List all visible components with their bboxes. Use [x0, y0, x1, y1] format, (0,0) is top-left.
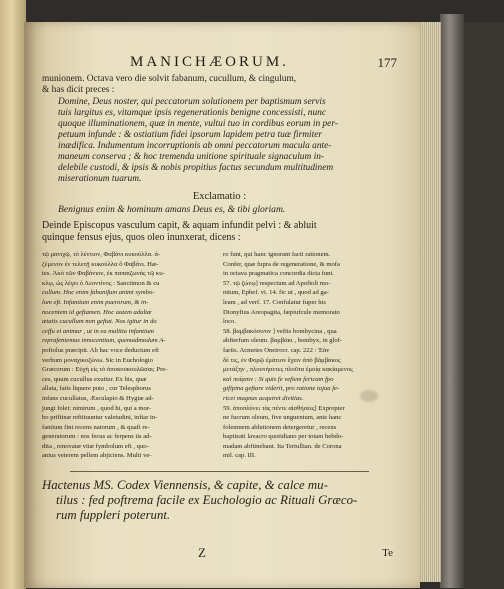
note-line: κλῳ, ὡς λέγει ὁ Λεοντίνος : Sanctimon & cu	[42, 279, 160, 287]
book-cover-edge	[440, 14, 464, 588]
prayer-line: tuis largitus es, vitamque ipsis regenerationis benigne concessisti, nunc	[58, 108, 327, 118]
running-title: MANICHÆORUM.	[130, 54, 289, 70]
note-line: mil. cap. III.	[223, 452, 256, 460]
body-line: & has dicit preces :	[42, 85, 115, 95]
note-line: nocentem id geftamen. Hoc autem adultæ	[42, 308, 152, 316]
note-line: Græcorum : Εὐχὴ εἰς τὸ ἀποκουκουλῶσαι; Pre-	[42, 366, 168, 374]
note-line: bo priftinæ reftituuntur valetudini, inftar in-	[42, 414, 158, 422]
note-line: gifipina geftare viderit, pro ratione tojua fe-	[223, 385, 340, 393]
note-line: generatorum : nos fecus ac ferpens iis ad-	[42, 433, 152, 441]
note-line: abfterfum oleum. βαμβάκι , bombyx, in glof-	[223, 337, 343, 345]
note-line: nitum, Ephef. vi. 14. fic ut , quod ad ga-	[223, 289, 329, 297]
opening-text	[42, 74, 397, 96]
note-line: loco.	[223, 318, 237, 326]
page-footer	[42, 545, 397, 565]
catchword: Te	[382, 547, 393, 560]
note-line: leam , ad verf. 17. Confulatur fuper his	[223, 298, 326, 306]
exclamatio-heading: Exclamatio :	[192, 191, 247, 202]
prayer-line: petuum infunde : & ostiatium fidei ipsorum lapidem petra tuæ firmiter	[58, 130, 323, 140]
notes-columns	[42, 250, 397, 461]
note-line: fariis. Acmetes Oneirocr. cap. 222 : Ἐὰν	[223, 346, 330, 354]
final-note	[42, 478, 397, 523]
note-line: Dionyfius Areopagita, fæpiufcule memorato	[223, 308, 340, 316]
note-line: dita , renovatæ vitæ fymbolum eft , quo-	[42, 442, 149, 450]
notes-right-column	[223, 250, 397, 461]
note-line: reprafentemus innocentiam, quemadmodum A-	[42, 337, 166, 345]
page-number: 177	[377, 55, 397, 70]
prayer-line: miserationum tuarum.	[58, 174, 142, 184]
prayer-line: delebile custodi, & ipsis & nobis propitius factus secundum multitudinem	[58, 163, 334, 173]
note-line: ro funt, qui hanc ignorant facti rationem.	[223, 251, 331, 258]
note-line: baptizati lavacro quotidiano per totam hebdo-	[223, 433, 344, 441]
deinde-block	[42, 220, 397, 244]
note-line: tes. Ἀκὸ τῶν Φαβάνιον, ἐκ παπαιζωνάς τῷ κυ-	[42, 270, 165, 278]
exclamatio-text: Benignus enim & hominum amans Deus es, & tibi gloriam.	[58, 204, 286, 215]
body-line: munionem. Octava vero die solvit fabanum, cucullum, & cingulum,	[42, 74, 297, 84]
prayer-line: quoque illuminationem, quæ in mente, vultui tuo in cordibus eorum in per-	[58, 119, 338, 129]
section-rule	[70, 471, 369, 472]
note-line: δὲ τις, ἐν Φορῷ ἐμάτιον ἔχειν ἀπὸ βάμβακος	[223, 356, 341, 364]
note-line: ζέμενον ἐν τελετῇ κυκούλλα ὃ Φαβάνι. Hæ-	[42, 260, 159, 268]
note-line: ne fucrum oleum, five unguentum, ante hanc	[223, 414, 342, 422]
note-line: fantium fint recens natorum , & quafi re-	[42, 423, 150, 431]
deinde-line: Deinde Episcopus vasculum capit, & aquam infundit pelvi : & abluit	[42, 220, 317, 231]
page-content	[42, 54, 397, 565]
note-line: jungi folet: nimirum , quod hi, qui a mor-	[42, 404, 152, 412]
note-line: verbum μοναχικοζώνω. Sic in Euchologio	[42, 356, 153, 364]
note-line: cullum. Hoc enim fabanifum animi symbo-	[42, 289, 155, 297]
note-line: ces, quum cucullus exuitur. Ex his, quæ	[42, 375, 147, 383]
note-line: anius veterem pellem abjiciens. Multi ve-	[42, 452, 152, 460]
note-line: folemnem ablutionem detergeretur , recens	[223, 423, 337, 431]
note-line: 58. βαμβακόσινον ] vefiis bombycina , qua	[223, 327, 337, 335]
page-fore-edge	[418, 22, 441, 582]
note-line: καὶ ποίᾳσιν : Si quis fe vefiem fericam fpo	[223, 375, 334, 383]
note-line: ceffu ei animar , ut in ea malitia infantium	[42, 327, 154, 335]
note-line: 59. ἀποπλύνει τὰς πέντε αἰσθήσεις] Expropter	[223, 404, 345, 412]
note-line: μετάξην , πλουτήσετες πλοῦτα ἐμοίᾳ κακίαμενος	[223, 366, 353, 374]
note-line: Confer, quæ fupra de regeneratione, & mofa	[223, 260, 340, 268]
note-line: in octava pragmatica concordia dicta funt.	[223, 270, 334, 278]
note-line: poftolus præcipit. Ab hac voce deductum eft	[42, 346, 160, 354]
final-note-line: rum fuppleri poterunt.	[56, 508, 171, 523]
note-line: allata, fatis liquere puto , cur Telesphorus	[42, 385, 151, 393]
signature-mark: Z	[198, 545, 206, 561]
final-note-line: Hactenus MS. Codex Viennensis, & capite, & calce mu-	[42, 478, 328, 493]
note-line: infans cucullatus, Æsculapio & Hygiæ ad-	[42, 394, 154, 402]
note-line: madam abftinebant. Ita Tertullian. de Corona	[223, 442, 342, 450]
facing-page-edge	[0, 0, 26, 589]
note-line: τῷ μανιχῷ, τὸ λέντιον, Φαβάνι κυκούλλα. ἀ-	[42, 251, 161, 258]
prayer-block	[42, 97, 397, 185]
note-line: 57. τῷ ζώνῳ] respectum ad Apoftoli mo-	[223, 279, 331, 287]
note-line: lum eft. Infantium enim puerorum, & in-	[42, 298, 149, 306]
final-note-line: tilus : fed poftrema facile ex Euchologio ac Rituali Græco-	[56, 493, 358, 508]
prayer-line: inædifica. Indumentum incorruptionis ab omni peccatorum macula ante-	[58, 141, 332, 151]
page-header	[42, 54, 397, 74]
book-cover-inside	[464, 22, 504, 589]
notes-left-column	[42, 250, 216, 461]
deinde-line: quinque fensus ejus, quos oleo inunxerat, dicens :	[42, 232, 241, 243]
prayer-line: Domine, Deus noster, qui peccatorum solutionem per baptismum servis	[58, 97, 326, 107]
prayer-line: maneum conserva ; & hoc tremenda unitione spirituale signaculum in-	[58, 152, 325, 162]
note-line: ricei magnas acquiret divitias.	[223, 394, 304, 402]
note-line: ætatis cucullum non geftat. Nos igitur in do	[42, 318, 157, 326]
